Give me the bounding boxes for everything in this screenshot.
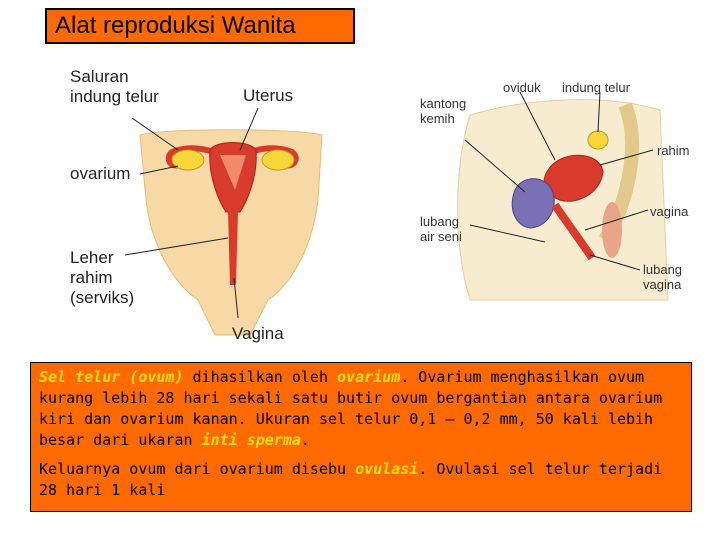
info-p1-text3: . [300,431,310,449]
label-leher-line1: Leher [70,248,114,267]
info-paragraph-2 [39,459,683,501]
info-text-box [30,362,692,512]
info-paragraph-1 [39,367,683,451]
label-lubang-vagina-line2: vagina [643,277,682,293]
label-leher-line3: (serviks) [70,288,135,308]
label-saluran-indung-telur [70,67,159,107]
label-uterus: Uterus [243,86,294,105]
ovary-side [588,131,608,149]
front-view-illustration [125,108,322,335]
side-view-illustration [458,92,668,300]
label-kantong-kemih [420,96,466,127]
ovary-left [172,150,204,170]
term-ovulasi: ovulasi [355,460,419,478]
info-p2-text2: . Ovulasi sel telur terjadi 28 hari 1 kali [39,460,663,499]
label-saluran-line2: indung telur [70,87,159,107]
label-indung-telur: indung telur [562,80,630,95]
label-vagina-front: Vagina [232,324,284,343]
label-leher-rahim [70,248,134,308]
label-lubang-vagina-line1: lubang [643,262,683,277]
label-kantong-line2: kemih [420,111,455,127]
label-lubang-air-seni [420,214,462,245]
title-text: Alat reproduksi Wanita [55,12,296,39]
label-oviduk: oviduk [503,80,541,95]
label-ovarium: ovarium [70,164,131,183]
term-sel-telur: Sel telur (ovum) [39,368,184,386]
rectum-side [602,202,622,258]
label-saluran-line1: Saluran [70,67,129,86]
info-p2-text1: Keluarnya ovum dari ovarium disebu [39,460,356,478]
label-lubang-vagina [643,262,682,293]
info-p1-text2: . Ovarium menghasilkan ovum kurang lebih 28 hari sekali satu butir ovum bergantian antara ovarium kiri dan ovarium kanan. Ukuran sel telur 0,1 – 0,2 mm, 50 kali lebih besar dari ukaran [39,368,663,449]
ovary-right [262,150,294,170]
label-kantong-line1: kantong [420,96,467,111]
label-rahim: rahim [657,143,690,158]
label-lubang-air-line1: lubang [420,214,460,229]
term-inti-sperma: inti sperma [201,431,301,449]
info-p1-text1: dihasilkan oleh [183,368,338,386]
label-lubang-air-line2: air seni [420,229,462,245]
label-vagina-side: vagina [650,204,689,219]
label-leher-line2: rahim [70,268,113,288]
term-ovarium: ovarium [337,368,401,386]
